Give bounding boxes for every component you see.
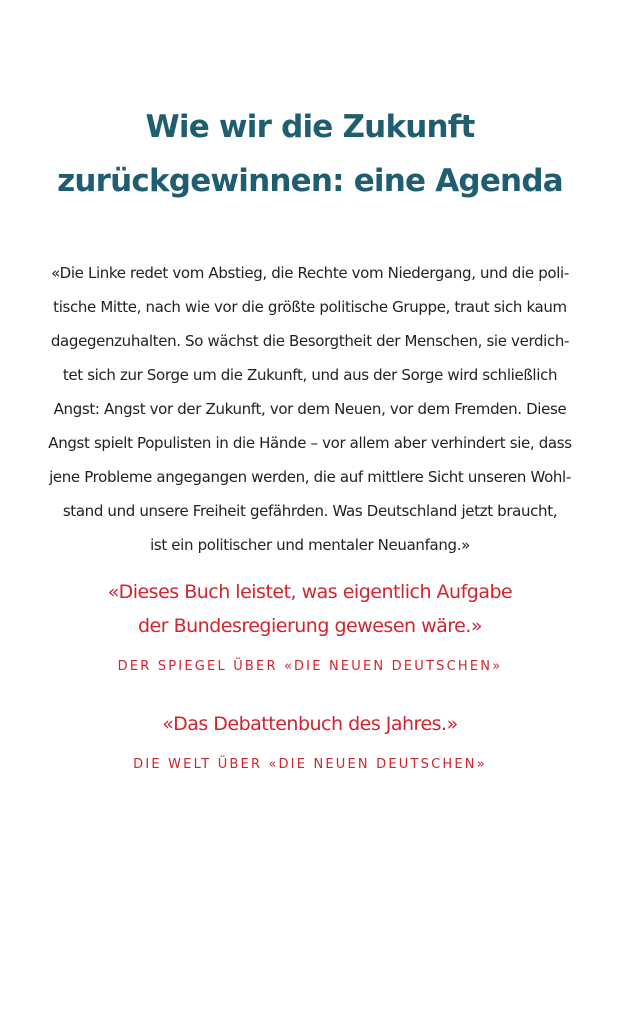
blurb-line: Angst spielt Populisten in die Hände – vor allem aber verhindert sie, dass [48, 434, 572, 452]
blurb-line: tet sich zur Sorge um die Zukunft, und aus der Sorge wird schließlich [62, 366, 558, 384]
review-quote-welt: «Das Debattenbuch des Jahres.» [162, 713, 458, 735]
blurb-line: dagegenzuhalten. So wächst die Besorgtheit der Menschen, sie verdich- [50, 332, 570, 350]
blurb-line: Angst: Angst vor der Zukunft, vor dem Neuen, vor dem Fremden. Diese [53, 400, 567, 418]
title-line-1: Wie wir die Zukunft [145, 109, 475, 145]
review-quote-spiegel-line-1: «Dieses Buch leistet, was eigentlich Aufgabe [107, 581, 513, 603]
blurb-line: «Die Linke redet vom Abstieg, die Rechte vom Niedergang, und die poli- [51, 264, 569, 282]
blurb-line: ist ein politischer und mentaler Neuanfang.» [150, 536, 470, 554]
blurb-line: jene Probleme angegangen werden, die auf mittlere Sicht unseren Wohl- [49, 468, 571, 486]
blurb-paragraph [0, 256, 620, 562]
blurb-line: stand und unsere Freiheit gefährden. Was Deutschland jetzt braucht, [62, 502, 558, 520]
review-source-spiegel: DER SPIEGEL ÜBER «DIE NEUEN DEUTSCHEN» [117, 659, 503, 674]
blurb-line: tische Mitte, nach wie vor die größte politische Gruppe, traut sich kaum [53, 298, 567, 316]
review-quote-spiegel-line-2: der Bundesregierung gewesen wäre.» [137, 615, 483, 637]
title-line-2: zurückgewinnen: eine Agenda [57, 163, 563, 199]
review-source-welt: DIE WELT ÜBER «DIE NEUEN DEUTSCHEN» [133, 757, 487, 772]
